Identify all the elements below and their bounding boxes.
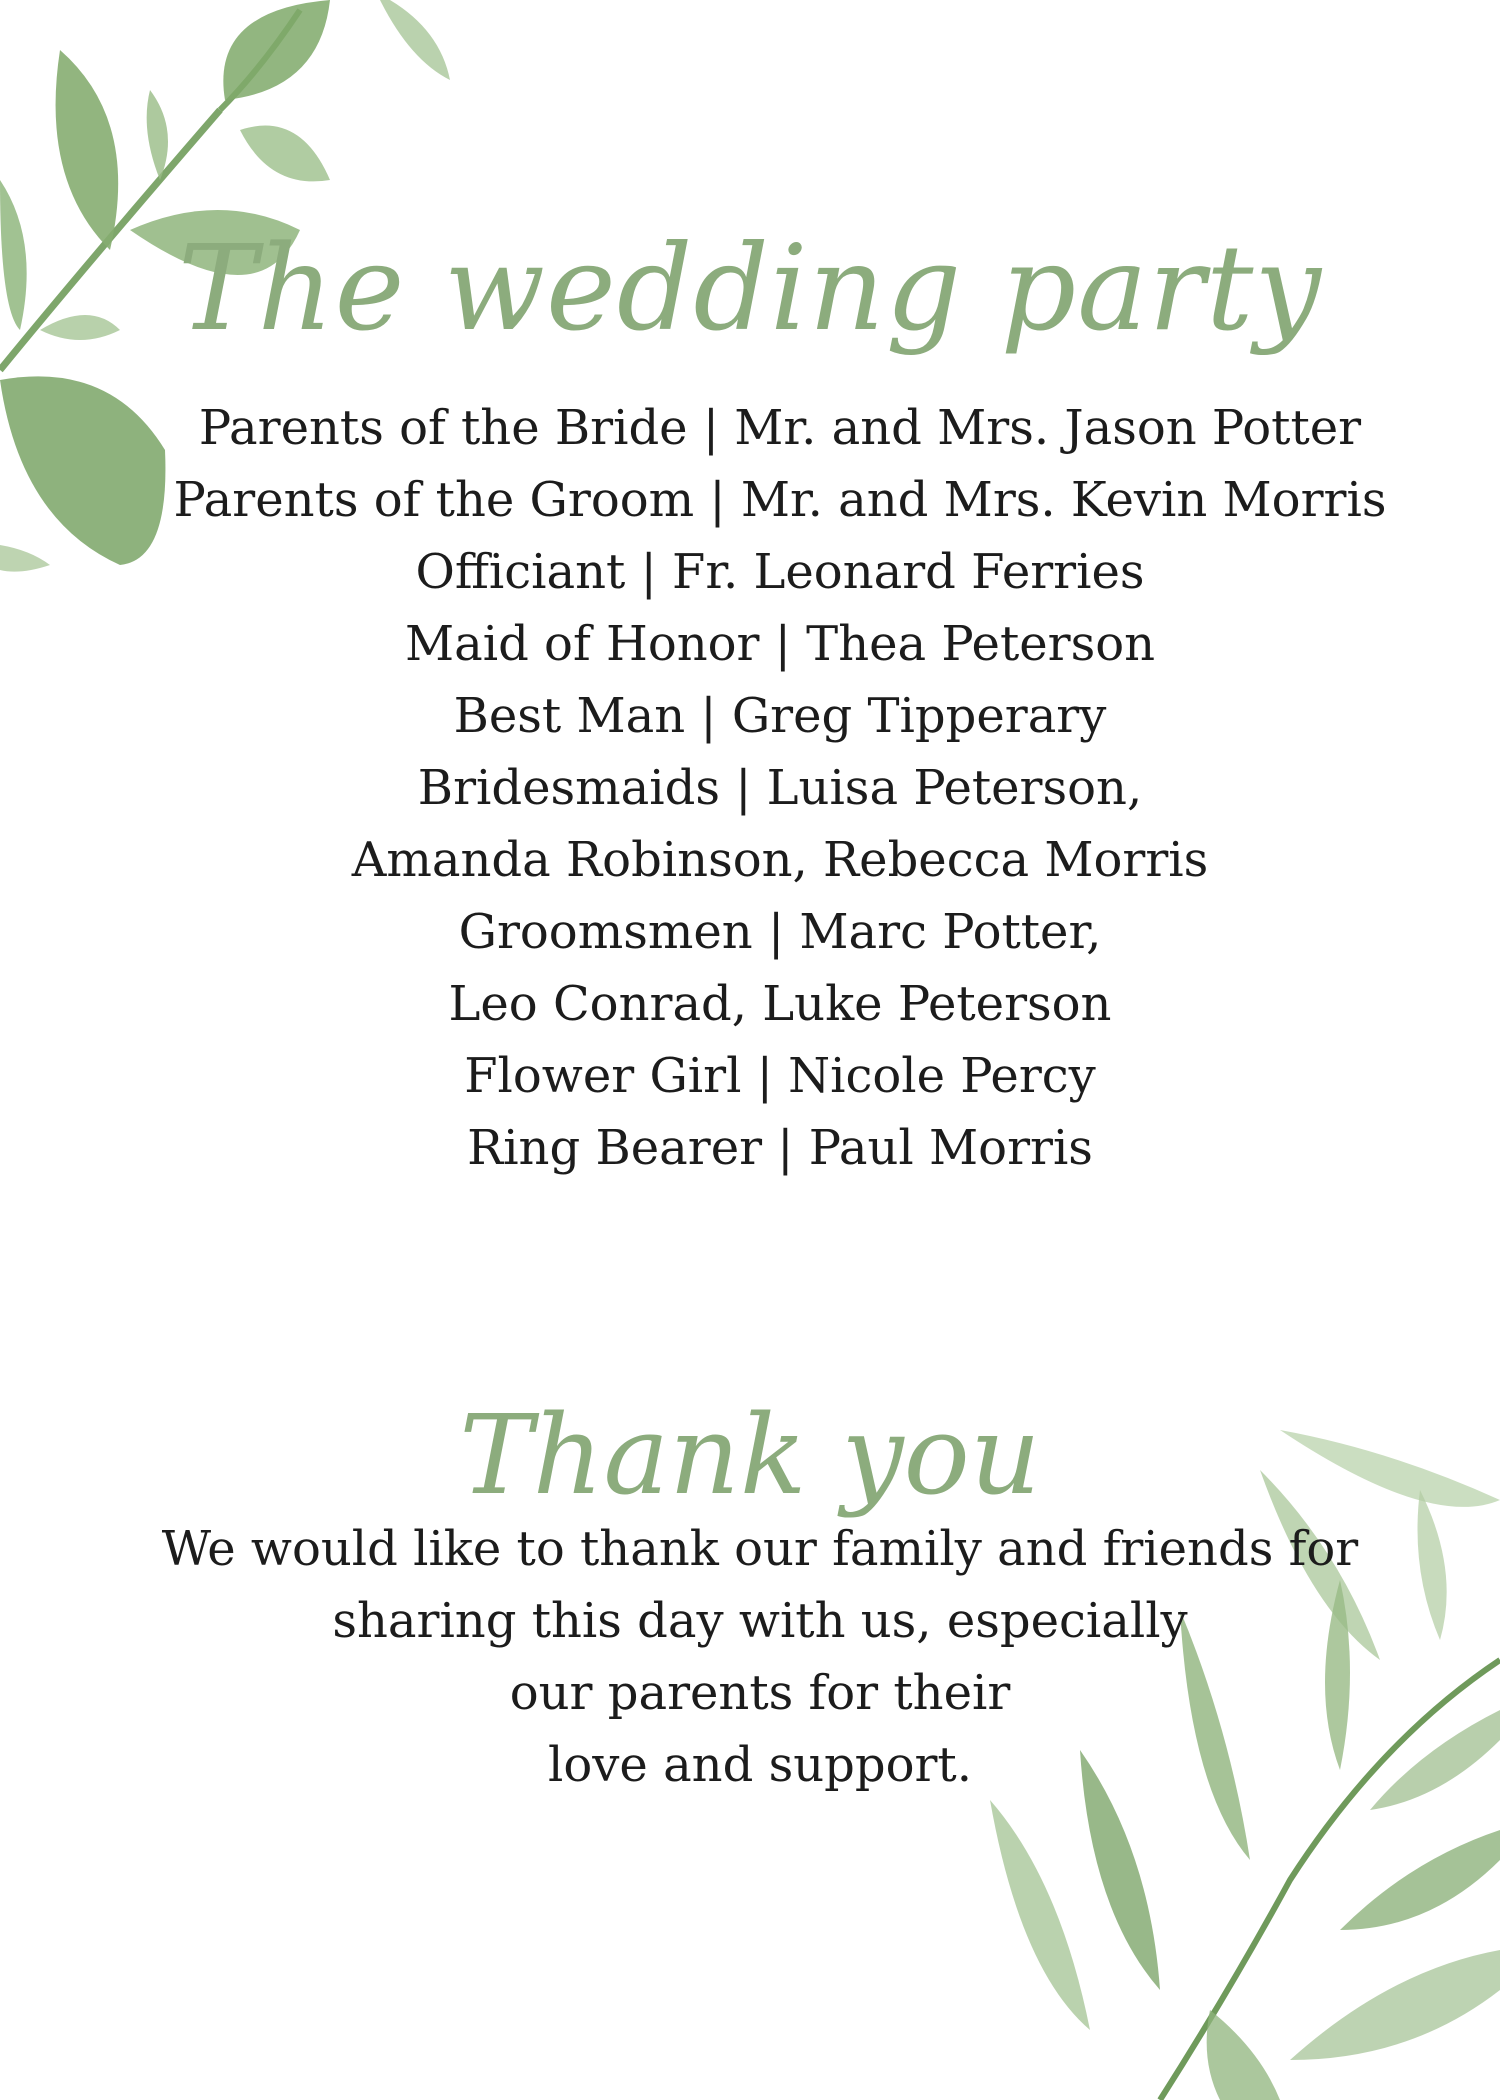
party-line: Parents of the Bride | Mr. and Mrs. Jason Potter — [198, 400, 1362, 456]
party-line: Flower Girl | Nicole Percy — [464, 1048, 1096, 1104]
party-line: Amanda Robinson, Rebecca Morris — [351, 832, 1209, 888]
party-line: Best Man | Greg Tipperary — [453, 688, 1107, 744]
wedding-party-list — [170, 392, 1390, 1184]
party-line: Parents of the Groom | Mr. and Mrs. Kevin Morris — [173, 472, 1387, 528]
thank-you-line: love and support. — [548, 1737, 972, 1793]
page-title: The wedding party — [177, 219, 1323, 358]
thank-you-title: Thank you — [459, 1391, 1041, 1520]
party-line: Groomsmen | Marc Potter, — [458, 904, 1102, 960]
thank-you-line: our parents for their — [509, 1665, 1011, 1721]
thank-you-line: sharing this day with us, especially — [332, 1593, 1188, 1649]
party-line: Bridesmaids | Luisa Peterson, — [417, 760, 1143, 816]
thank-you-line: We would like to thank our family and friends for — [161, 1521, 1359, 1577]
party-line: Officiant | Fr. Leonard Ferries — [415, 544, 1145, 600]
thank-you-message — [140, 1513, 1380, 1801]
party-line: Leo Conrad, Luke Peterson — [448, 976, 1112, 1032]
party-line: Ring Bearer | Paul Morris — [467, 1120, 1093, 1176]
party-line: Maid of Honor | Thea Peterson — [404, 616, 1156, 672]
